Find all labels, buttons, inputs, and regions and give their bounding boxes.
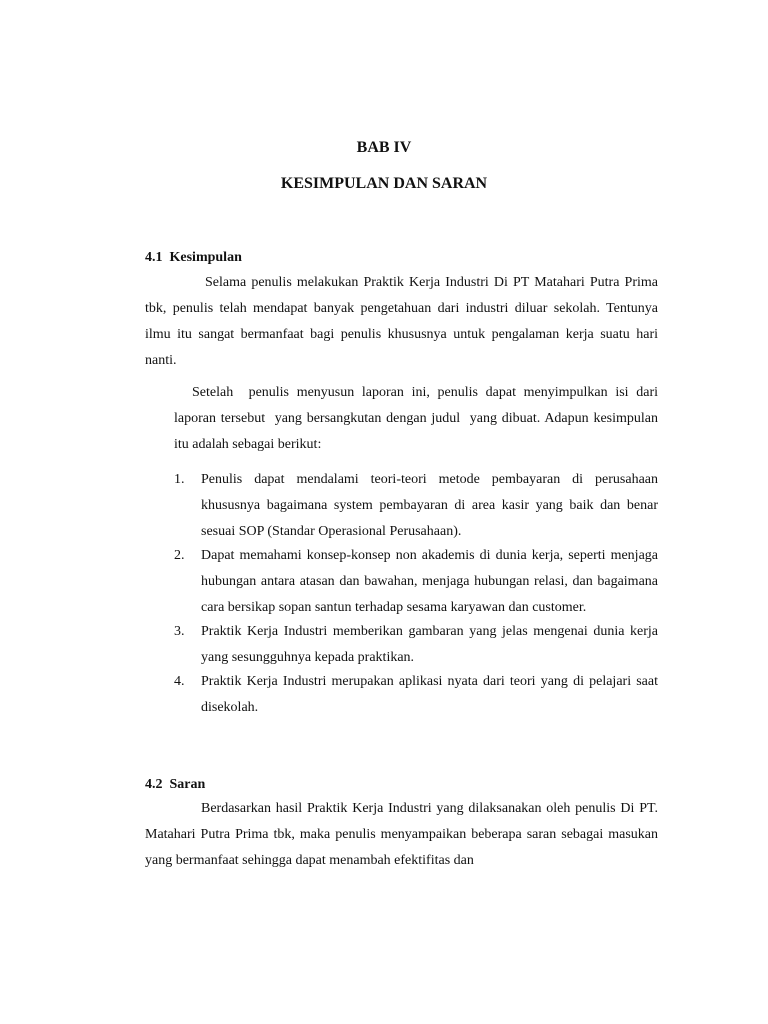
kesimpulan-list	[174, 467, 658, 721]
list-item	[174, 467, 658, 545]
list-item-text: Praktik Kerja Industri merupakan aplikasi nyata dari teori yang di pelajari saat disekolah.	[201, 674, 658, 715]
kesimpulan-paragraph-1: Selama penulis melakukan Praktik Kerja Industri Di PT Matahari Putra Prima tbk, penulis telah mendapat banyak pengetahuan dari industri diluar sekolah. Tentunya ilmu itu sangat bermanfaat bagi penulis khususnya untuk pengalaman kerja suatu hari nanti.	[145, 275, 658, 368]
list-item	[174, 669, 658, 721]
kesimpulan-paragraph-2: Setelah penulis menyusun laporan ini, penulis dapat menyimpulkan isi dari laporan tersebut yang bersangkutan dengan judul yang dibuat. Adapun kesimpulan itu adalah sebagai berikut:	[174, 385, 662, 452]
list-item-text: Dapat memahami konsep-konsep non akademis di dunia kerja, seperti menjaga hubungan antara atasan dan bawahan, menjaga hubungan relasi, dan bagaimana cara bersikap sopan santun terhadap sesama karyawan dan customer.	[201, 548, 658, 615]
saran-paragraph-1: Berdasarkan hasil Praktik Kerja Industri yang dilaksanakan oleh penulis Di PT. Matahari Putra Prima tbk, maka penulis menyampaikan beberapa saran sebagai masukan yang bermanfaat sehingga dapat menambah efektifitas dan	[145, 801, 658, 868]
section-heading-kesimpulan: 4.1 Kesimpulan	[145, 250, 242, 265]
list-item	[174, 619, 658, 671]
list-item-number: 2.	[174, 548, 185, 563]
list-item-text: Praktik Kerja Industri memberikan gambaran yang jelas mengenai dunia kerja yang sesungguhnya kepada praktikan.	[201, 624, 658, 665]
chapter-title: KESIMPULAN DAN SARAN	[280, 175, 488, 192]
chapter-number: BAB IV	[356, 139, 412, 156]
list-item-number: 1.	[174, 472, 185, 487]
section-heading-saran: 4.2 Saran	[145, 777, 206, 792]
list-item-number: 4.	[174, 674, 185, 689]
list-item	[174, 543, 658, 621]
list-item-number: 3.	[174, 624, 185, 639]
list-item-text: Penulis dapat mendalami teori-teori metode pembayaran di perusahaan khususnya bagaimana system pembayaran di area kasir yang baik dan benar sesuai SOP (Standar Operasional Perusahaan).	[201, 472, 658, 539]
